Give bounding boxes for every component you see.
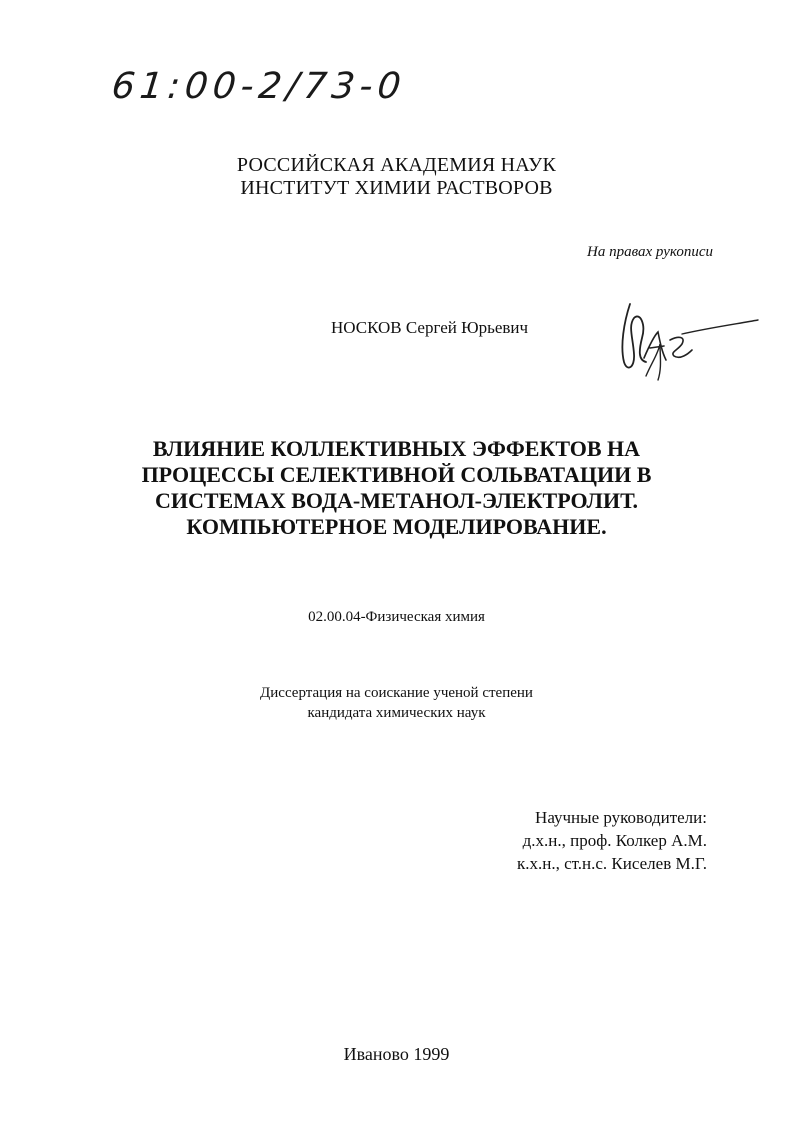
rights-note: На правах рукописи [587, 244, 713, 260]
thesis-type [0, 683, 793, 723]
institution-institute: ИНСТИТУТ ХИМИИ РАСТВОРОВ [240, 177, 553, 199]
title-line: КОМПЬЮТЕРНОЕ МОДЕЛИРОВАНИЕ. [186, 514, 607, 539]
institution-academy: РОССИЙСКАЯ АКАДЕМИЯ НАУК [236, 154, 557, 176]
thesis-type-line1: Диссертация на соискание ученой степени [260, 685, 533, 701]
author-name: НОСКОВ Сергей Юрьевич [331, 318, 529, 337]
supervisors-block [517, 806, 707, 875]
title-line: ПРОЦЕССЫ СЕЛЕКТИВНОЙ СОЛЬВАТАЦИИ В [141, 462, 652, 487]
signature-icon [608, 296, 768, 386]
specialty-code: 02.00.04-Физическая химия [308, 609, 485, 625]
title-line: ВЛИЯНИЕ КОЛЛЕКТИВНЫХ ЭФФЕКТОВ НА [152, 436, 641, 461]
supervisor-2: к.х.н., ст.н.с. Киселев М.Г. [516, 854, 707, 873]
supervisors-heading: Научные руководители: [535, 808, 707, 827]
thesis-type-line2: кандидата химических наук [307, 705, 486, 721]
supervisor-1: д.х.н., проф. Колкер А.М. [522, 831, 707, 850]
archive-code-handwritten: 61:00-2/73-0 [109, 66, 408, 107]
title-line: СИСТЕМАХ ВОДА-МЕТАНОЛ-ЭЛЕКТРОЛИТ. [154, 488, 639, 513]
dissertation-title [0, 436, 793, 540]
place-year: Иваново 1999 [343, 1044, 450, 1064]
